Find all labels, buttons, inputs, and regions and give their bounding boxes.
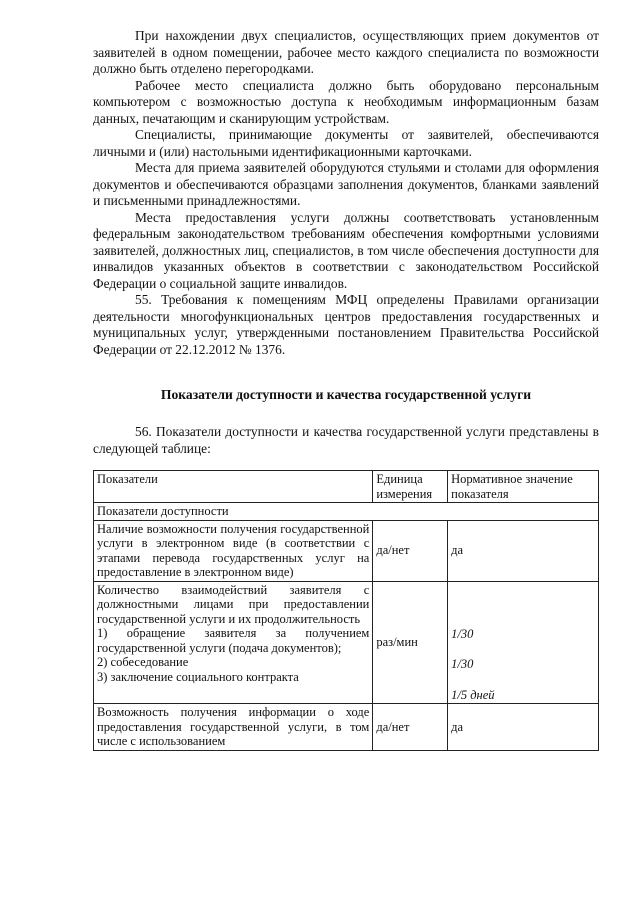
paragraph-1: При нахождении двух специалистов, осуществляющих прием документов от заявителей в одном помещении, рабочее место каждого специалиста по возможности должно быть отделено перегородками. xyxy=(93,28,599,76)
indicators-table xyxy=(93,470,599,751)
body-text xyxy=(93,28,599,358)
group-label: Показатели доступности xyxy=(94,503,599,521)
row2-indicator xyxy=(94,581,373,704)
row2-value3: 1/5 дней xyxy=(451,687,495,702)
table-row xyxy=(94,581,599,704)
table-row xyxy=(94,704,599,751)
row3-indicator: Возможность получения информации о ходе предоставления государственной услуги, в том числе с использованием xyxy=(94,704,373,751)
header-norm: Нормативное значение показателя xyxy=(448,471,599,503)
paragraph-6: 55. Требования к помещениям МФЦ определены Правилами организации деятельности многофункциональных центров предоставления государственных и муниципальных услуг, утвержденными постановлением Правительства Российской Федерации от 22.12.2012 № 1376. xyxy=(93,292,599,357)
row1-value: да xyxy=(448,520,599,581)
header-indicators: Показатели xyxy=(94,471,373,503)
table-row xyxy=(94,520,599,581)
row3-unit: да/нет xyxy=(373,704,448,751)
row2-item1: 1) обращение заявителя за получением государственной услуги (подача документов); xyxy=(97,626,370,655)
paragraph-2: Рабочее место специалиста должно быть оборудовано персональным компьютером с возможностью доступа к необходимым информационным базам данных, печатающим и сканирующим устройствам. xyxy=(93,77,599,126)
row1-indicator: Наличие возможности получения государственной услуги в электронном виде (в соответствии с этапами перевода государственных услуг на предоставление в электронном виде) xyxy=(94,520,373,581)
row3-value: да xyxy=(448,704,599,751)
paragraph-4: Места для приема заявителей оборудуются стульями и столами для оформления документов и обеспечиваются образцами заполнения документов, бланками заявлений и письменными принадлежностями. xyxy=(93,160,599,208)
row2-item2: 2) собеседование xyxy=(97,655,189,669)
table-group-row xyxy=(94,503,599,521)
row2-intro: Количество взаимодействий заявителя с должностными лицами при предоставлении государственной услуги и их продолжительность xyxy=(97,582,370,626)
paragraph-3: Специалисты, принимающие документы от заявителей, обеспечиваются личными и (или) настольными идентификационными карточками. xyxy=(93,127,599,159)
row2-value1: 1/30 xyxy=(451,626,474,641)
table-intro: 56. Показатели доступности и качества государственной услуги представлены в следующей таблице: xyxy=(93,424,599,456)
row2-value2: 1/30 xyxy=(451,657,474,671)
section-title: Показатели доступности и качества государственной услуги xyxy=(160,387,532,402)
row1-unit: да/нет xyxy=(373,520,448,581)
table-header-row xyxy=(94,471,599,503)
row2-values xyxy=(448,581,599,704)
paragraph-5: Места предоставления услуги должны соответствовать установленным федеральным законодательством требованиям обеспечения комфортными условиями заявителей, должностных лиц, специалистов, в том числе обеспечения доступности для инвалидов указанных объектов в соответствии с законодательством Российской Федерации о социальной защите инвалидов. xyxy=(93,209,599,291)
header-unit: Единица измерения xyxy=(373,471,448,503)
row2-unit: раз/мин xyxy=(373,581,448,704)
row2-item3: 3) заключение социального контракта xyxy=(97,669,299,684)
